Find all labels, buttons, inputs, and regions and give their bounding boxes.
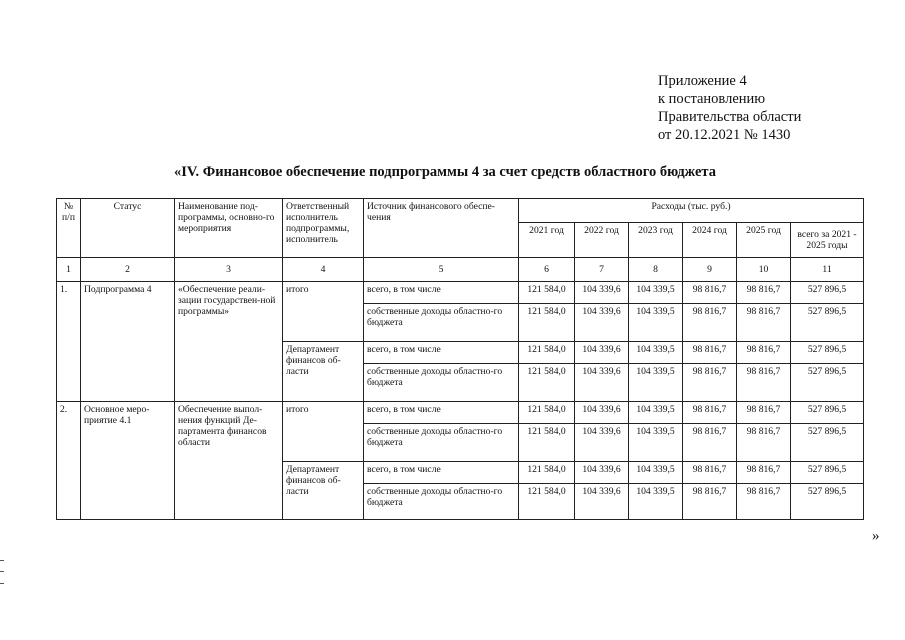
value-cell: 98 816,7 [683, 342, 737, 364]
row-source: всего, в том числе [364, 402, 519, 424]
value-cell: 98 816,7 [683, 462, 737, 484]
value-cell: 527 896,5 [791, 402, 864, 424]
row-source: собственные доходы областно-го бюджета [364, 304, 519, 342]
value-cell: 104 339,5 [629, 304, 683, 342]
appendix-line: Приложение 4 [658, 73, 747, 89]
header-year: 2023 год [629, 223, 683, 258]
table-row [57, 402, 864, 424]
value-cell: 104 339,5 [629, 462, 683, 484]
row-source: собственные доходы областно-го бюджета [364, 424, 519, 462]
header-name: Наименование под-программы, основно-го мероприятия [175, 199, 283, 258]
value-cell: 104 339,5 [629, 402, 683, 424]
row-executor: Департамент финансов об-ласти [283, 462, 364, 520]
appendix-line: от 20.12.2021 № 1430 [658, 127, 791, 143]
value-cell: 527 896,5 [791, 304, 864, 342]
row-num: 2. [57, 402, 81, 520]
closing-quote: » [872, 528, 880, 544]
row-source: всего, в том числе [364, 342, 519, 364]
value-cell: 98 816,7 [737, 304, 791, 342]
index-cell: 11 [791, 258, 864, 282]
value-cell: 98 816,7 [737, 484, 791, 520]
row-source: собственные доходы областно-го бюджета [364, 484, 519, 520]
value-cell: 104 339,6 [575, 282, 629, 304]
table-row [57, 282, 864, 304]
appendix-line: к постановлению [658, 91, 766, 107]
value-cell: 104 339,5 [629, 484, 683, 520]
index-cell: 2 [81, 258, 175, 282]
index-cell: 1 [57, 258, 81, 282]
budget-table [56, 198, 864, 520]
value-cell: 98 816,7 [737, 402, 791, 424]
margin-mark [0, 560, 4, 584]
header-executor: Ответственный исполнитель подпрограммы, исполнитель [283, 199, 364, 258]
header-row [57, 199, 864, 223]
value-cell: 121 584,0 [519, 282, 575, 304]
value-cell: 527 896,5 [791, 424, 864, 462]
row-status: Подпрограмма 4 [81, 282, 175, 402]
value-cell: 527 896,5 [791, 342, 864, 364]
value-cell: 98 816,7 [737, 462, 791, 484]
value-cell: 527 896,5 [791, 462, 864, 484]
value-cell: 98 816,7 [737, 282, 791, 304]
value-cell: 98 816,7 [737, 342, 791, 364]
index-cell: 9 [683, 258, 737, 282]
value-cell: 121 584,0 [519, 304, 575, 342]
row-source: всего, в том числе [364, 282, 519, 304]
row-executor: Департамент финансов об-ласти [283, 342, 364, 402]
header-year: 2025 год [737, 223, 791, 258]
index-cell: 5 [364, 258, 519, 282]
header-year: 2021 год [519, 223, 575, 258]
document-title: «IV. Финансовое обеспечение подпрограммы 4 за счет средств областного бюджета [174, 164, 716, 180]
index-cell: 7 [575, 258, 629, 282]
value-cell: 527 896,5 [791, 484, 864, 520]
value-cell: 98 816,7 [683, 484, 737, 520]
value-cell: 104 339,5 [629, 364, 683, 402]
header-expenses: Расходы (тыс. руб.) [519, 199, 864, 223]
value-cell: 121 584,0 [519, 424, 575, 462]
value-cell: 104 339,6 [575, 462, 629, 484]
appendix-line: Правительства области [658, 109, 802, 125]
value-cell: 104 339,5 [629, 424, 683, 462]
value-cell: 98 816,7 [683, 424, 737, 462]
value-cell: 104 339,6 [575, 424, 629, 462]
value-cell: 98 816,7 [683, 282, 737, 304]
row-source: собственные доходы областно-го бюджета [364, 364, 519, 402]
row-name: «Обеспечение реали-зации государствен-ной программы» [175, 282, 283, 402]
index-cell: 3 [175, 258, 283, 282]
row-num: 1. [57, 282, 81, 402]
row-name: Обеспечение выпол-нения функций Де-партамента финансов области [175, 402, 283, 520]
value-cell: 104 339,6 [575, 364, 629, 402]
header-num: № п/п [57, 199, 81, 258]
row-status: Основное меро-приятие 4.1 [81, 402, 175, 520]
index-cell: 8 [629, 258, 683, 282]
header-year-total: всего за 2021 - 2025 годы [791, 223, 864, 258]
value-cell: 104 339,6 [575, 342, 629, 364]
row-executor: итого [283, 282, 364, 342]
index-cell: 6 [519, 258, 575, 282]
value-cell: 98 816,7 [737, 424, 791, 462]
value-cell: 98 816,7 [683, 402, 737, 424]
value-cell: 104 339,5 [629, 282, 683, 304]
value-cell: 527 896,5 [791, 364, 864, 402]
value-cell: 104 339,6 [575, 484, 629, 520]
index-cell: 10 [737, 258, 791, 282]
value-cell: 121 584,0 [519, 402, 575, 424]
appendix-block [658, 72, 801, 144]
header-year: 2022 год [575, 223, 629, 258]
header-status: Статус [81, 199, 175, 258]
value-cell: 104 339,6 [575, 304, 629, 342]
value-cell: 121 584,0 [519, 462, 575, 484]
value-cell: 98 816,7 [737, 364, 791, 402]
row-executor: итого [283, 402, 364, 462]
value-cell: 121 584,0 [519, 364, 575, 402]
index-cell: 4 [283, 258, 364, 282]
header-year: 2024 год [683, 223, 737, 258]
value-cell: 121 584,0 [519, 484, 575, 520]
value-cell: 104 339,6 [575, 402, 629, 424]
header-source: Источник финансового обеспе-чения [364, 199, 519, 258]
value-cell: 98 816,7 [683, 364, 737, 402]
value-cell: 98 816,7 [683, 304, 737, 342]
value-cell: 527 896,5 [791, 282, 864, 304]
value-cell: 104 339,5 [629, 342, 683, 364]
value-cell: 121 584,0 [519, 342, 575, 364]
row-source: всего, в том числе [364, 462, 519, 484]
index-row [57, 258, 864, 282]
